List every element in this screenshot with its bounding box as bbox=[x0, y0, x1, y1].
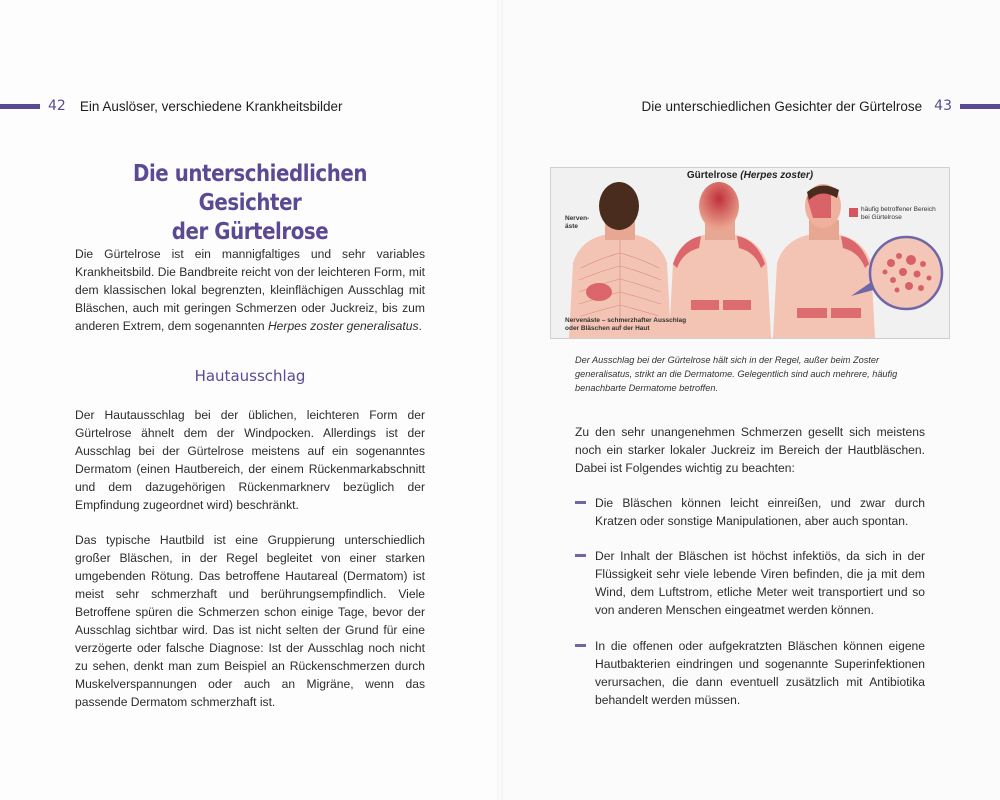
figure-title bbox=[551, 170, 949, 181]
bullet-item bbox=[575, 637, 925, 709]
bullet-text: In die offenen oder aufgekratzten Bläschen können eigene Hautbakterien eindringen und sogenannte Superinfektionen verursachen, die dann eventuell zusätzlich mit Antibiotika behandelt werden müssen. bbox=[595, 639, 925, 707]
intro-text: Die Gürtelrose ist ein mannigfaltiges und sehr variables Krankheitsbild. Die Bandbreite reicht von der leichteren Form, mit dem klassischen lokal begrenzten, kleinflächigen Ausschlag mit Bläschen, auch mit geringen Schmerzen oder Juckreiz, bis zum anderen Extrem, dem sogenannten bbox=[75, 247, 425, 333]
left-running-header bbox=[0, 97, 342, 115]
chapter-heading-line2: der Gürtelrose bbox=[171, 219, 329, 245]
bullet-item bbox=[575, 547, 925, 619]
bullet-dash-icon bbox=[575, 644, 586, 647]
legend-swatch bbox=[849, 208, 858, 217]
running-title-right: Die unterschiedlichen Gesichter der Gürtelrose bbox=[641, 98, 923, 114]
figure-back-rash bbox=[669, 182, 771, 338]
legend-text: häufig betroffener Bereich bei Gürtelrose bbox=[861, 206, 936, 221]
bullet-item bbox=[575, 494, 925, 530]
header-accent-bar bbox=[0, 104, 40, 109]
right-running-header bbox=[642, 97, 1000, 115]
bullet-text: Der Inhalt der Bläschen ist höchst infektiös, da sich in der Flüssigkeit sehr viele lebende Viren befinden, die ja mit dem Wind, dem Luftstrom, etliche Meter weit transportiert und so von anderen Menschen eingeatmet werden können. bbox=[595, 549, 925, 617]
chapter-heading bbox=[100, 160, 401, 247]
running-title-left: Ein Auslöser, verschiedene Krankheitsbilder bbox=[79, 98, 343, 114]
page-number-left: 42 bbox=[48, 98, 66, 114]
label-rash-description: Nervenäste – schmerzhafter Ausschlag oder Bläschen auf der Haut bbox=[565, 317, 687, 332]
label-nerve-branches: Nerven- äste bbox=[565, 215, 590, 230]
body-paragraph-1: Der Hautausschlag bei der üblichen, leichteren Form der Gürtelrose ähnelt dem der Windpocken. Allerdings ist der Ausschlag bei der Gürtelrose meistens auf ein sogenanntes Dermatom (einen Hautbereich, der einem Rückenmarkabschnitt und dem dazugehörigen Rückenmarknerv bezüglich der Empfindung zugeordnet wird) beschränkt. bbox=[75, 408, 425, 512]
bullet-text: Die Bläschen können leicht einreißen, und zwar durch Kratzen oder sonstige Manipulationen, aber auch spontan. bbox=[595, 496, 925, 528]
header-accent-bar bbox=[960, 104, 1000, 109]
intro-italic: Herpes zoster generalisatus bbox=[267, 319, 419, 333]
figure-front-rash bbox=[773, 184, 875, 338]
figure-title-text: Gürtelrose bbox=[686, 170, 741, 181]
shingles-illustration bbox=[550, 167, 950, 339]
intro-paragraph bbox=[75, 245, 425, 335]
figure-caption: Der Ausschlag bei der Gürtelrose hält sich in der Regel, außer beim Zoster generalisatus, strikt an die Dermatome. Gelegentlich sind auch mehrere, häufig benachbarte Dermatome betroffen. bbox=[575, 355, 898, 393]
right-paragraph-1: Zu den sehr unangenehmen Schmerzen gesellt sich meistens noch ein starker lokaler Juckreiz im Bereich der Hautbläschen. Dabei ist Folgendes wichtig zu beachten: bbox=[575, 425, 925, 475]
bullet-dash-icon bbox=[575, 501, 586, 504]
section-heading: Hautausschlag bbox=[194, 367, 306, 385]
body-paragraph-2: Das typische Hautbild ist eine Gruppierung unterschiedlich großer Bläschen, in der Regel begleitet von einer starken umgebenden Rötung. Das betroffene Hautareal (Dermatom) ist meist sehr schmerzhaft und berührungsempfindlich. Viele Betroffene spüren die Schmerzen schon einige Tage, bevor der Ausschlag sichtbar wird. Das ist nicht selten der Grund für eine verzögerte oder falsche Diagnose: Ist der Ausschlag noch nicht zu sehen, denkt man zum Beispiel an Rückenschmerzen durch Muskelverspannungen oder auch an Migräne, wenn das passende Dermatom schmerzhaft ist. bbox=[75, 533, 425, 709]
intro-end: . bbox=[418, 319, 422, 333]
figure-back-nerves bbox=[569, 182, 671, 338]
figure-title-italic: (Herpes zoster) bbox=[740, 170, 814, 181]
book-gutter bbox=[497, 0, 503, 800]
chapter-heading-line1: Die unterschiedlichen Gesichter bbox=[132, 161, 368, 216]
page-number-right: 43 bbox=[934, 98, 952, 114]
bullet-dash-icon bbox=[575, 554, 586, 557]
torso-illustration bbox=[551, 168, 949, 338]
